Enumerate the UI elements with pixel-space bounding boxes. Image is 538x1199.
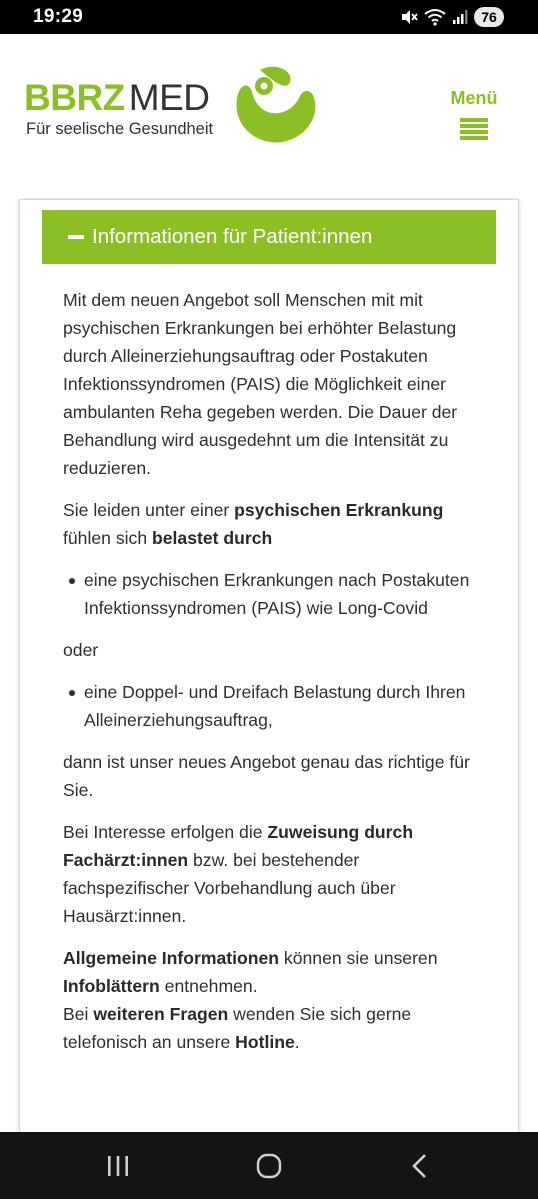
list-item-text: eine psychischen Erkrankungen nach Postakuten Infektionssyndromen (PAIS) wie Long-Covid [84, 570, 470, 618]
text-span: Bei Interesse erfolgen die [63, 822, 268, 842]
home-icon[interactable] [249, 1150, 289, 1182]
text-span: entnehmen. [159, 976, 258, 996]
accordion-content [63, 286, 483, 1070]
text-span: Bei [63, 1004, 94, 1024]
logo-med-text: MED [128, 77, 210, 118]
infoblaetter-link[interactable]: Infoblättern [63, 976, 160, 996]
back-icon[interactable] [400, 1150, 440, 1182]
hamburger-icon [460, 118, 488, 140]
text-span: fühlen sich [63, 528, 152, 548]
bold-span: belastet durch [152, 528, 273, 548]
list-item [63, 678, 483, 734]
bold-span: weiteren Fragen [93, 1004, 229, 1024]
logo[interactable] [24, 79, 210, 117]
intro-paragraph: Mit dem neuen Angebot soll Menschen mit mit psychischen Erkrankungen bei erhöhter Belastung durch Alleinerziehungsauftrag oder Postakuten Infektionssyndromen (PAIS) die Möglichkeit einer ambulanten Reha gegeben werden. Die Dauer der Behandlung wird ausgedehnt um die Intensität zu reduzieren. [63, 290, 458, 478]
bullet-icon [69, 578, 75, 584]
recent-apps-icon[interactable] [98, 1150, 138, 1182]
logo-bbrz-text: BBRZ [24, 77, 125, 118]
status-time: 19:29 [33, 6, 84, 27]
wifi-icon [424, 8, 446, 26]
signal-icon [452, 9, 468, 25]
battery-icon: 76 [474, 7, 504, 27]
logo-mark-icon [224, 66, 320, 146]
minus-icon [68, 235, 84, 239]
site-header [0, 34, 538, 200]
hotline-link[interactable]: Hotline [235, 1032, 295, 1052]
text-span: bzw. bei bestehender fachspezifischer Vorbehandlung auch über Hausärzt:innen. [63, 850, 396, 926]
content-card [20, 200, 518, 1132]
offer-paragraph: dann ist unser neues Angebot genau das richtige für Sie. [63, 752, 470, 800]
status-bar [0, 0, 538, 34]
info-paragraph [63, 944, 483, 1056]
text-span: wenden Sie sich gerne telefonisch an unsere [63, 1004, 412, 1052]
bold-span: Allgemeine Informationen [63, 948, 280, 968]
bold-span: Zuweisung durch Fachärzt:innen [63, 822, 414, 870]
list-item [63, 566, 483, 622]
menu-button[interactable] [440, 88, 512, 146]
mute-icon [400, 8, 418, 26]
list-item-text: eine Doppel- und Dreifach Belastung durch Ihren Alleinerziehungsauftrag, [84, 682, 466, 730]
status-icons [400, 6, 504, 28]
system-nav-bar [0, 1132, 538, 1199]
symptoms-paragraph [63, 496, 483, 552]
menu-label: Menü [450, 88, 498, 108]
logo-tagline: Für seelische Gesundheit [26, 120, 214, 138]
bullet-list [63, 566, 483, 622]
text-span: . [294, 1032, 300, 1052]
text-span: Sie leiden unter einer [63, 500, 235, 520]
bullet-icon [69, 690, 75, 696]
accordion-title: Informationen für Patient:innen [92, 225, 373, 248]
oder-text: oder [63, 640, 99, 660]
bullet-list [63, 678, 483, 734]
accordion-header-patient-info[interactable] [42, 210, 496, 264]
referral-paragraph [63, 818, 483, 930]
bold-span: psychischen Erkrankung [234, 500, 444, 520]
text-span: können sie unseren [279, 948, 438, 968]
